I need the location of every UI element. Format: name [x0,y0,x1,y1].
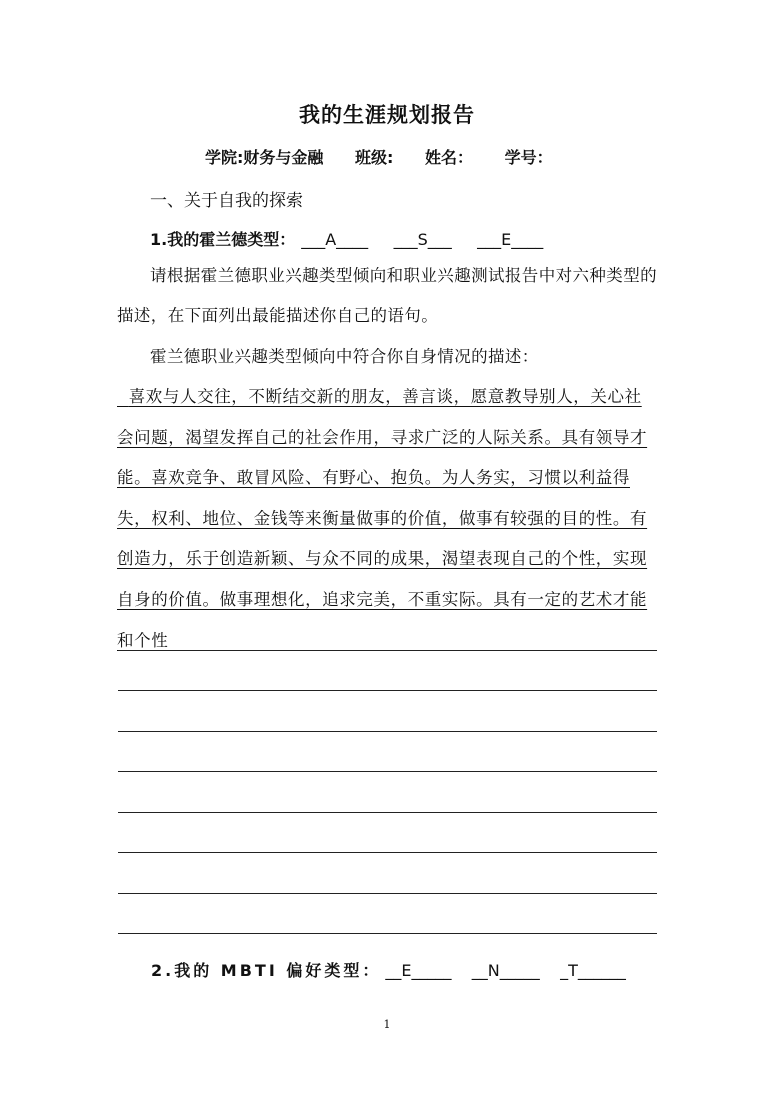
mbti-type-answers: __E_____ __N_____ _T______ [385,961,626,980]
answer-text: 喜欢与人交往，不断结交新的朋友，善言谈，愿意教导别人，关心社会问题，渴望发挥自己的社会作用，寻求广泛的人际关系。具有领导才能。喜欢竞争、敢冒风险、有野心、抱负。为人务实，习惯以利益得失，权利、地位、金钱等来衡量做事的价值，做事有较强的目的性。有创造力，乐于创造新颖、与众不同的成果，渴望表现自己的个性，实现自身的价值。做事理想化，追求完美，不重实际。具有一定的艺术才能和个性 [117,387,648,650]
page-title: 我的生涯规划报告 [299,103,475,127]
answer-rule [118,933,657,934]
holland-type-label: 1.我的霍兰德类型： [150,230,296,249]
mbti-type-line [151,958,657,981]
class-field: 班级: [354,148,394,167]
answer-rule [118,893,657,894]
instruction-paragraph: 请根据霍兰德职业兴趣类型倾向和职业兴趣测试报告中对六种类型的描述，在下面列出最能描述你自己的语句。 [117,266,657,325]
holland-type-line [150,227,543,250]
student-id-field: 学号： [504,148,553,167]
answer-rule [118,650,657,651]
holland-type-answers: ___A____ ___S___ ___E____ [301,230,544,249]
college-field: 学院:财务与金融 [205,148,324,167]
section-heading: 一、关于自我的探索 [150,191,303,211]
answer-rule [118,731,657,732]
answer-rule [118,852,657,853]
mbti-type-label: 2.我的 MBTI 偏好类型： [151,961,382,980]
answer-rule [118,690,657,691]
name-field: 姓名： [424,148,473,167]
answer-rule [118,771,657,772]
answer-rule [118,812,657,813]
page-number: 1 [383,1018,391,1031]
student-info-line [205,145,579,168]
prompt-paragraph: 霍兰德职业兴趣类型倾向中符合你自身情况的描述： [150,347,539,366]
